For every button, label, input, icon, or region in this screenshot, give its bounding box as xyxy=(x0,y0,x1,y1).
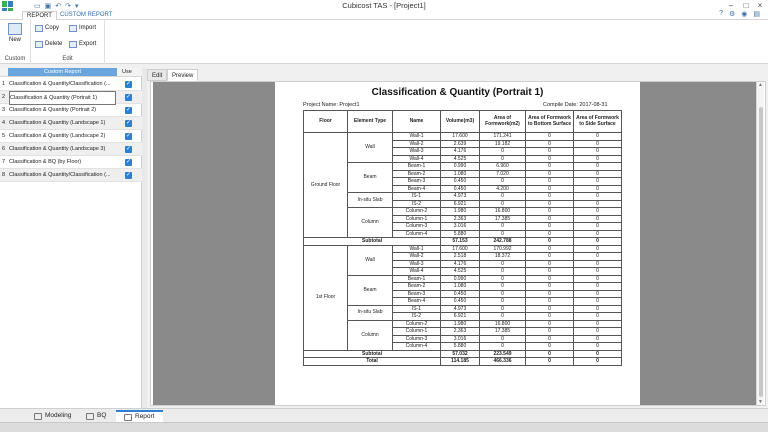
minimize-icon[interactable]: – xyxy=(728,1,734,10)
value-cell: 0 xyxy=(574,275,622,283)
project-name: Project Name: Project1 xyxy=(303,102,360,108)
value-cell: 0 xyxy=(526,320,574,328)
value-cell: Beam-4 xyxy=(393,298,441,306)
total-label: Total xyxy=(304,358,441,366)
value-cell: Wall-3 xyxy=(393,148,441,156)
value-cell: Column-1 xyxy=(393,328,441,336)
value-cell: 0 xyxy=(574,170,622,178)
report-name[interactable]: Classification & Quantity (Landscape 3) xyxy=(9,146,106,152)
list-item[interactable] xyxy=(0,104,142,117)
value-cell: 0 xyxy=(574,320,622,328)
value-cell: 0 xyxy=(480,313,526,321)
value-cell: 3.016 xyxy=(441,335,480,343)
report-name[interactable]: Classification & Quantity (Landscape 1) xyxy=(9,120,106,126)
subtotal-value: 0 xyxy=(574,238,622,246)
value-cell: 0 xyxy=(480,178,526,186)
value-cell: 0 xyxy=(526,298,574,306)
column-header-use[interactable]: Use xyxy=(122,69,132,75)
value-cell: 2.518 xyxy=(441,253,480,261)
scroll-thumb[interactable] xyxy=(759,107,763,397)
value-cell: 17.600 xyxy=(441,133,480,141)
quantity-table xyxy=(303,110,622,366)
value-cell: 0 xyxy=(526,178,574,186)
list-item[interactable] xyxy=(0,143,142,156)
use-checkbox[interactable]: ✓ xyxy=(125,133,132,139)
value-cell: 0 xyxy=(526,223,574,231)
table-row xyxy=(304,133,622,141)
subtotal-value: 223.549 xyxy=(480,350,526,358)
use-checkbox[interactable]: ✓ xyxy=(125,120,132,126)
value-cell: 1.980 xyxy=(441,208,480,216)
report-name[interactable]: Classification & Quantity/Classification (... xyxy=(9,172,111,178)
value-cell: 6.960 xyxy=(480,163,526,171)
table-row xyxy=(304,163,622,171)
value-cell: 0 xyxy=(574,290,622,298)
total-value: 0 xyxy=(574,358,622,366)
new-button[interactable]: New xyxy=(5,23,25,43)
floor-cell: 1st Floor xyxy=(304,245,348,350)
value-cell: 0 xyxy=(574,148,622,156)
viewer-margin-right xyxy=(640,82,756,405)
element-type-cell: In-situ Slab xyxy=(348,193,393,208)
total-value: 114.185 xyxy=(441,358,480,366)
value-cell: Wall-1 xyxy=(393,245,441,253)
table-row xyxy=(304,275,622,283)
value-cell: 0 xyxy=(526,208,574,216)
subtotal-value: 0 xyxy=(526,238,574,246)
value-cell: 0 xyxy=(480,335,526,343)
value-cell: Column-2 xyxy=(393,320,441,328)
column-header: Area of Formwork to Side Surface xyxy=(574,111,622,133)
value-cell: 16.800 xyxy=(480,320,526,328)
value-cell: Column-3 xyxy=(393,335,441,343)
value-cell: 0.450 xyxy=(441,185,480,193)
table-row xyxy=(304,320,622,328)
value-cell: 16.800 xyxy=(480,208,526,216)
use-checkbox[interactable]: ✓ xyxy=(125,81,132,87)
value-cell: 3.016 xyxy=(441,223,480,231)
value-cell: 0 xyxy=(574,343,622,351)
dropdown-icon[interactable]: ▾ xyxy=(75,2,79,10)
table-row xyxy=(304,208,622,216)
report-name[interactable]: Classification & Quantity (Landscape 2) xyxy=(9,133,106,139)
table-row xyxy=(304,305,622,313)
list-item[interactable] xyxy=(0,117,142,130)
element-type-cell: In-situ Slab xyxy=(348,305,393,320)
value-cell: 171.241 xyxy=(480,133,526,141)
value-cell: Wall-2 xyxy=(393,253,441,261)
value-cell: 0 xyxy=(526,155,574,163)
value-cell: 0 xyxy=(526,133,574,141)
import-icon xyxy=(69,25,77,32)
maximize-icon[interactable]: □ xyxy=(743,1,749,10)
value-cell: 0 xyxy=(526,335,574,343)
value-cell: 0 xyxy=(526,230,574,238)
value-cell: 0 xyxy=(574,268,622,276)
value-cell: 4.525 xyxy=(441,268,480,276)
subtotal-row xyxy=(304,350,622,358)
compile-date: Compile Date: 2017-08-31 xyxy=(543,102,608,108)
value-cell: 0 xyxy=(526,148,574,156)
value-cell: 0 xyxy=(526,275,574,283)
export-icon xyxy=(69,41,77,48)
export-button[interactable]: Export xyxy=(69,40,96,49)
value-cell: 0 xyxy=(526,185,574,193)
list-item[interactable] xyxy=(0,91,142,104)
tab-modeling[interactable]: Modeling xyxy=(26,410,79,422)
subtotal-value: 57.153 xyxy=(441,238,480,246)
value-cell: 0 xyxy=(526,193,574,201)
value-cell: 0 xyxy=(526,200,574,208)
value-cell: 0 xyxy=(526,343,574,351)
value-cell: 0 xyxy=(480,223,526,231)
value-cell: 0 xyxy=(526,290,574,298)
delete-icon xyxy=(35,41,43,48)
list-header xyxy=(0,68,142,77)
tab-custom-report[interactable]: CUSTOM REPORT xyxy=(60,12,113,18)
value-cell: Beam-3 xyxy=(393,290,441,298)
table-row xyxy=(304,245,622,253)
subtotal-row xyxy=(304,238,622,246)
row-number: 8 xyxy=(2,172,6,178)
value-cell: 0 xyxy=(574,155,622,163)
value-cell: 0.450 xyxy=(441,290,480,298)
value-cell: 0 xyxy=(526,305,574,313)
value-cell: 0 xyxy=(480,298,526,306)
use-checkbox[interactable]: ✓ xyxy=(125,94,132,100)
value-cell: Beam-1 xyxy=(393,275,441,283)
value-cell: Wall-3 xyxy=(393,260,441,268)
import-button[interactable]: Import xyxy=(69,24,96,33)
tab-report-module[interactable]: Report xyxy=(116,410,163,422)
report-icon xyxy=(124,414,132,421)
ribbon-right-icons xyxy=(719,10,760,18)
element-type-cell: Beam xyxy=(348,163,393,193)
value-cell: 0 xyxy=(574,185,622,193)
value-cell: 170.992 xyxy=(480,245,526,253)
subtotal-value: 242.788 xyxy=(480,238,526,246)
custom-group xyxy=(0,20,31,64)
value-cell: 17.385 xyxy=(480,328,526,336)
element-type-cell: Beam xyxy=(348,275,393,305)
modeling-icon xyxy=(34,413,42,420)
value-cell: 0 xyxy=(574,163,622,171)
floor-cell: Ground Floor xyxy=(304,133,348,238)
value-cell: IS-1 xyxy=(393,305,441,313)
value-cell: Wall-1 xyxy=(393,133,441,141)
value-cell: 0 xyxy=(574,305,622,313)
value-cell: 0 xyxy=(526,268,574,276)
copy-icon xyxy=(35,25,43,32)
value-cell: 0 xyxy=(526,170,574,178)
row-number: 1 xyxy=(2,81,6,87)
value-cell: 0 xyxy=(574,335,622,343)
value-cell: 2.639 xyxy=(441,140,480,148)
element-type-cell: Column xyxy=(348,320,393,350)
value-cell: 1.080 xyxy=(441,283,480,291)
value-cell: 4.973 xyxy=(441,193,480,201)
report-name[interactable]: Classification & Quantity/Classification (... xyxy=(9,81,111,87)
window-title: Cubicost TAS - [Project1] xyxy=(342,1,426,10)
value-cell: 2.363 xyxy=(441,328,480,336)
column-header: Area of Formwork to Bottom Surface xyxy=(526,111,574,133)
value-cell: 0 xyxy=(574,193,622,201)
use-checkbox[interactable]: ✓ xyxy=(125,172,132,178)
subtotal-value: 57.032 xyxy=(441,350,480,358)
bq-icon xyxy=(86,413,94,420)
use-checkbox[interactable]: ✓ xyxy=(125,107,132,113)
value-cell: 0 xyxy=(480,268,526,276)
value-cell: 0 xyxy=(574,253,622,261)
new-icon xyxy=(8,23,22,35)
value-cell: 0 xyxy=(480,260,526,268)
value-cell: 0 xyxy=(574,328,622,336)
value-cell: Column-2 xyxy=(393,208,441,216)
report-name[interactable]: Classification & Quantity (Portrait 1) xyxy=(9,91,116,105)
column-header: Floor xyxy=(304,111,348,133)
status-bar xyxy=(0,422,768,432)
value-cell: 0 xyxy=(526,260,574,268)
value-cell: 19.182 xyxy=(480,140,526,148)
value-cell: Column-4 xyxy=(393,230,441,238)
value-cell: Beam-2 xyxy=(393,170,441,178)
tab-edit[interactable]: Edit xyxy=(147,69,167,81)
value-cell: 0 xyxy=(574,133,622,141)
scroll-down-icon[interactable]: ▼ xyxy=(758,399,763,405)
value-cell: 0 xyxy=(480,290,526,298)
value-cell: 0 xyxy=(574,208,622,216)
value-cell: 0 xyxy=(526,328,574,336)
column-header: Area of Formwork(m2) xyxy=(480,111,526,133)
value-cell: 0 xyxy=(526,140,574,148)
redo-icon[interactable]: ↷ xyxy=(65,2,71,10)
value-cell: 1.080 xyxy=(441,170,480,178)
row-number: 5 xyxy=(2,133,6,139)
row-number: 4 xyxy=(2,120,6,126)
value-cell: 0 xyxy=(574,260,622,268)
value-cell: 0 xyxy=(480,275,526,283)
value-cell: Column-3 xyxy=(393,223,441,231)
value-cell: 5.880 xyxy=(441,230,480,238)
element-type-cell: Wall xyxy=(348,133,393,163)
value-cell: 0 xyxy=(480,155,526,163)
group-label-edit: Edit xyxy=(62,56,73,62)
report-name[interactable]: Classification & Quantity (Portrait 2) xyxy=(9,107,97,113)
row-number: 7 xyxy=(2,159,6,165)
value-cell: 0 xyxy=(574,200,622,208)
subtotal-label: Subtotal xyxy=(304,350,441,358)
report-page xyxy=(275,82,640,405)
value-cell: Beam-3 xyxy=(393,178,441,186)
value-cell: IS-1 xyxy=(393,193,441,201)
close-icon[interactable]: × xyxy=(757,1,763,10)
value-cell: 0 xyxy=(526,163,574,171)
value-cell: 17.600 xyxy=(441,245,480,253)
value-cell: 4.973 xyxy=(441,305,480,313)
value-cell: 0 xyxy=(480,148,526,156)
row-number: 6 xyxy=(2,146,6,152)
value-cell: 0 xyxy=(480,230,526,238)
value-cell: 0 xyxy=(574,140,622,148)
group-label-custom: Custom xyxy=(4,56,26,62)
use-checkbox[interactable]: ✓ xyxy=(125,146,132,152)
value-cell: 4.176 xyxy=(441,148,480,156)
element-type-cell: Column xyxy=(348,208,393,238)
report-title: Classification & Quantity (Portrait 1) xyxy=(371,87,544,98)
value-cell: 0.990 xyxy=(441,163,480,171)
list-item[interactable] xyxy=(0,156,142,169)
custom-report-list xyxy=(0,68,142,408)
value-cell: Column-1 xyxy=(393,215,441,223)
value-cell: 4.525 xyxy=(441,155,480,163)
value-cell: 4.176 xyxy=(441,260,480,268)
value-cell: Wall-4 xyxy=(393,155,441,163)
list-item[interactable] xyxy=(0,130,142,143)
panel-splitter[interactable] xyxy=(142,68,147,408)
new-file-icon[interactable]: ▭ xyxy=(34,2,41,10)
value-cell: 0 xyxy=(526,215,574,223)
value-cell: 0 xyxy=(480,193,526,201)
value-cell: 6.921 xyxy=(441,200,480,208)
value-cell: 0 xyxy=(480,200,526,208)
help-icon[interactable]: ? xyxy=(719,10,723,17)
value-cell: 6.921 xyxy=(441,313,480,321)
column-header: Element Type xyxy=(348,111,393,133)
value-cell: 7.020 xyxy=(480,170,526,178)
value-cell: 0.990 xyxy=(441,275,480,283)
value-cell: 0 xyxy=(574,215,622,223)
edit-group xyxy=(31,20,105,64)
use-checkbox[interactable]: ✓ xyxy=(125,159,132,165)
value-cell: Beam-4 xyxy=(393,185,441,193)
value-cell: Beam-2 xyxy=(393,283,441,291)
table-row xyxy=(304,193,622,201)
copy-button[interactable]: Copy xyxy=(35,24,59,33)
vertical-scrollbar[interactable] xyxy=(756,82,764,405)
value-cell: 0 xyxy=(480,305,526,313)
total-value: 0 xyxy=(526,358,574,366)
column-header: Name xyxy=(393,111,441,133)
settings-icon[interactable]: ⚙ xyxy=(728,11,736,18)
value-cell: 0 xyxy=(480,343,526,351)
ribbon-tabs xyxy=(0,11,768,20)
tab-bq[interactable]: BQ xyxy=(78,410,114,422)
user-icon[interactable]: ◉ xyxy=(741,11,748,18)
element-type-cell: Wall xyxy=(348,245,393,275)
subtotal-value: 0 xyxy=(526,350,574,358)
save-icon[interactable]: ▣ xyxy=(44,2,52,10)
column-header: Volume(m3) xyxy=(441,111,480,133)
value-cell: 17.385 xyxy=(480,215,526,223)
value-cell: IS-2 xyxy=(393,200,441,208)
value-cell: 5.880 xyxy=(441,343,480,351)
value-cell: 0 xyxy=(574,283,622,291)
value-cell: Wall-2 xyxy=(393,140,441,148)
value-cell: 18.372 xyxy=(480,253,526,261)
list-item[interactable] xyxy=(0,169,142,182)
value-cell: Column-4 xyxy=(393,343,441,351)
title-bar xyxy=(0,0,768,11)
row-number: 2 xyxy=(2,94,6,100)
value-cell: 0 xyxy=(526,253,574,261)
value-cell: 0.450 xyxy=(441,298,480,306)
row-number: 3 xyxy=(2,107,6,113)
value-cell: 4.200 xyxy=(480,185,526,193)
total-value: 466.336 xyxy=(480,358,526,366)
value-cell: 0 xyxy=(480,283,526,291)
value-cell: 0 xyxy=(574,298,622,306)
value-cell: 0 xyxy=(526,313,574,321)
list-item[interactable] xyxy=(0,78,142,91)
cart-icon[interactable]: ▤ xyxy=(753,11,760,18)
value-cell: 0 xyxy=(526,283,574,291)
tab-report[interactable]: REPORT xyxy=(22,11,57,20)
scroll-up-icon[interactable]: ▲ xyxy=(758,82,763,88)
tab-preview[interactable]: Preview xyxy=(167,69,198,81)
total-row xyxy=(304,358,622,366)
value-cell: Beam-1 xyxy=(393,163,441,171)
value-cell: 2.363 xyxy=(441,215,480,223)
value-cell: 0 xyxy=(574,223,622,231)
report-name[interactable]: Classification & BQ (by Floor) xyxy=(9,159,82,165)
column-header-custom-report[interactable]: Custom Report xyxy=(8,68,117,76)
value-cell: IS-2 xyxy=(393,313,441,321)
subtotal-label: Subtotal xyxy=(304,238,441,246)
delete-button[interactable]: Delete xyxy=(35,40,62,49)
value-cell: 1.980 xyxy=(441,320,480,328)
value-cell: 0 xyxy=(574,178,622,186)
value-cell: 0 xyxy=(526,245,574,253)
subtotal-value: 0 xyxy=(574,350,622,358)
value-cell: 0 xyxy=(574,245,622,253)
value-cell: 0.450 xyxy=(441,178,480,186)
ribbon xyxy=(0,20,768,64)
value-cell: Wall-4 xyxy=(393,268,441,276)
value-cell: 0 xyxy=(574,313,622,321)
value-cell: 0 xyxy=(574,230,622,238)
undo-icon[interactable]: ↶ xyxy=(55,2,62,10)
viewer-margin-left xyxy=(153,82,275,405)
module-tabs xyxy=(0,408,768,422)
